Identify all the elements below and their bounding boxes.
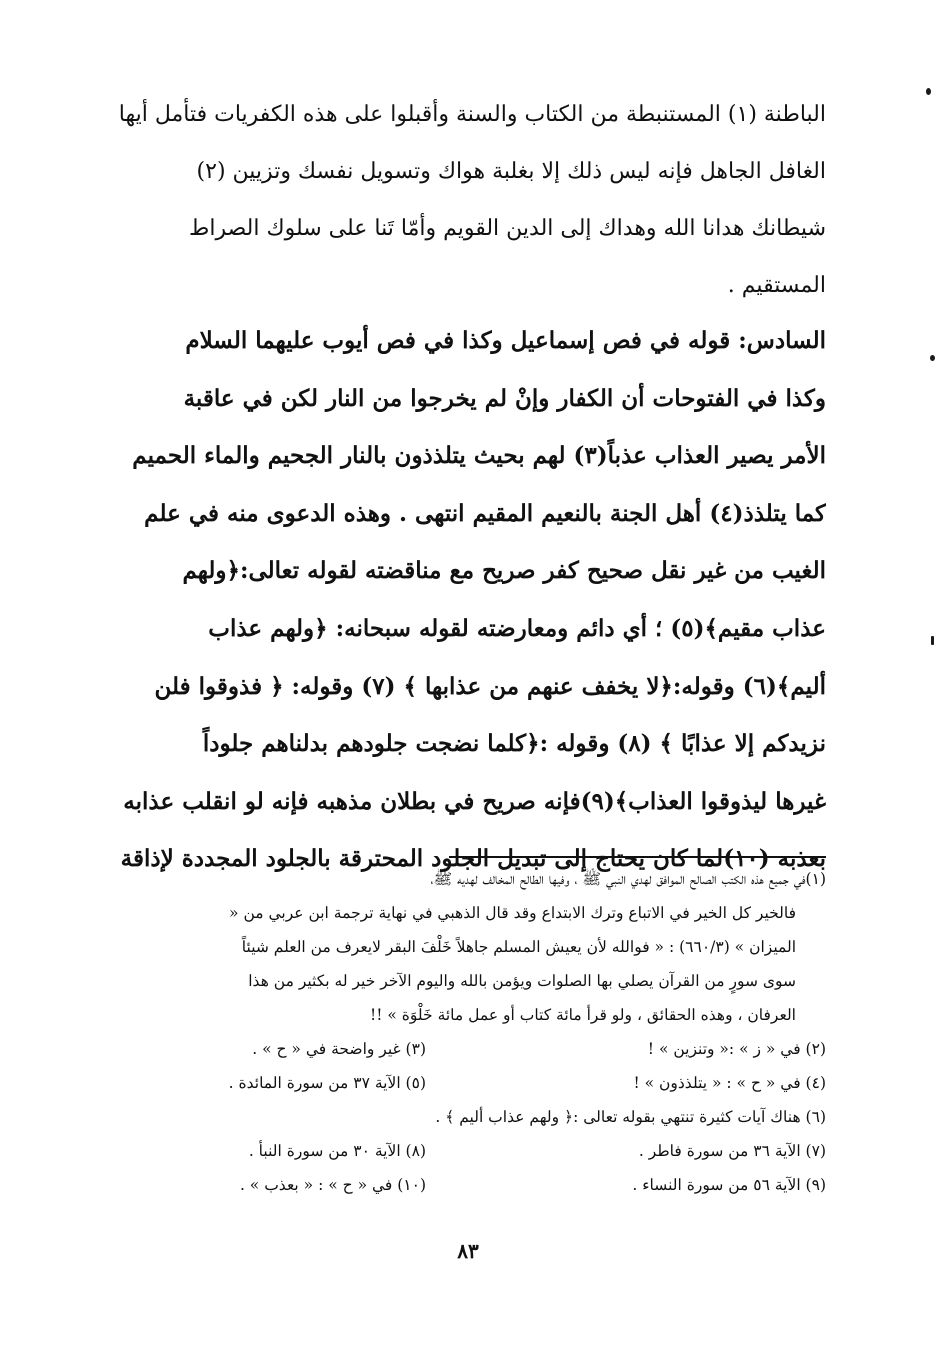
- scan-speck: [930, 355, 935, 361]
- footnote-row: [118, 1134, 826, 1168]
- page-number: ٨٣: [457, 1239, 479, 1263]
- main-line: عذاب مقيم﴾(٥) ؛ أي دائم ومعارضته لقوله سبحانه: ﴿ولهم عذاب: [208, 614, 826, 642]
- main-line: كما يتلذذ(٤) أهل الجنة بالنعيم المقيم انتهى . وهذه الدعوى منه في علم: [144, 499, 826, 527]
- footnote-row: [118, 1032, 826, 1066]
- footnote-6: (٦) هناك آيات كثيرة تنتهي بقوله تعالى :﴿ ولهم عذاب أليم ﴾ .: [435, 1108, 826, 1126]
- footnote-10: (١٠) في « ح » : « بعذب » .: [239, 1176, 426, 1194]
- footnote-2: (٢) في « ز » :« وتنزين » !: [647, 1040, 826, 1058]
- main-paragraph: [118, 312, 826, 888]
- intro-line: الغافل الجاهل فإنه ليس ذلك إلا بغلبة هواك وتسويل نفسك وتزيين (٢): [196, 159, 826, 184]
- footnote-row: [118, 1168, 826, 1202]
- main-line: وكذا في الفتوحات أن الكفار وإنْ لم يخرجوا من النار لكن في عاقبة: [183, 384, 826, 412]
- footnote-line: سوى سورٍ من القرآن يصلي بها الصلوات ويؤمن بالله واليوم الآخر خير له بكثير من هذا: [248, 972, 796, 990]
- main-line: الغيب من غير نقل صحيح كفر صريح مع مناقضته لقوله تعالى:﴿ولهم: [182, 557, 826, 585]
- intro-line: شيطانك هدانا الله وهداك إلى الدين القويم وأمّا تَنا على سلوك الصراط: [188, 216, 826, 241]
- footnote-4: (٤) في « ح » : « يتلذذون » !: [633, 1074, 826, 1092]
- scan-speck: [926, 88, 931, 95]
- main-line: بعذبه (١٠)لما كان يحتاج إلى تبديل الجلود المحترقة بالجلود المجددة لإذاقة: [120, 845, 826, 873]
- intro-paragraph: [118, 86, 826, 314]
- main-line: نزيدكم إلا عذابًا ﴾ (٨) وقوله :﴿كلما نضجت جلودهم بدلناهم جلوداً: [202, 730, 826, 758]
- footnote-1: [118, 862, 826, 1032]
- footnote-9: (٩) الآية ٥٦ من سورة النساء .: [632, 1176, 826, 1194]
- intro-line: الباطنة (١) المستنبطة من الكتاب والسنة وأقبلوا على هذه الكفريات فتأمل أيها: [118, 102, 826, 127]
- footnote-5: (٥) الآية ٣٧ من سورة المائدة .: [228, 1074, 426, 1092]
- footnote-3: (٣) غير واضحة في « ح » .: [252, 1040, 426, 1058]
- footnotes: [118, 862, 826, 1202]
- footnote-line: فالخير كل الخير في الاتباع وترك الابتداع وقد قال الذهبي في نهاية ترجمة ابن عربي من «: [229, 904, 796, 922]
- main-line: الأمر يصير العذاب عذباً(٣) لهم بحيث يتلذذون بالنار الجحيم والماء الحميم: [132, 442, 826, 470]
- main-line: أليم﴾(٦) وقوله:﴿لا يخفف عنهم من عذابها ﴾ (٧) وقوله: ﴿ فذوقوا فلن: [154, 672, 826, 700]
- footnote-divider: [449, 856, 826, 858]
- footnote-row: [118, 1066, 826, 1100]
- footnote-7: (٧) الآية ٣٦ من سورة فاطر .: [638, 1142, 826, 1160]
- scan-speck: [931, 636, 934, 645]
- intro-line: المستقيم .: [727, 273, 826, 298]
- footnote-line: (١)في جميع هذه الكتب الصالح الموافق لهدي النبي ﷺ ، وفيها الطالح المخالف لهديه ﷺ،: [430, 870, 826, 888]
- main-line: غيرها ليذوقوا العذاب﴾(٩)فإنه صريح في بطلان مذهبه فإنه لو انقلب عذابه: [123, 787, 826, 815]
- main-line: السادس: قوله في فص إسماعيل وكذا في فص أيوب عليهما السلام: [185, 327, 826, 354]
- footnote-line: الميزان » (٦٦٠/٣) : « فوالله لأن يعيش المسلم جاهلاً خَلْفَ البقر لايعرف من العلم شيئاً: [241, 938, 796, 956]
- footnote-8: (٨) الآية ٣٠ من سورة النبأ .: [248, 1142, 426, 1160]
- footnote-line: العرفان ، وهذه الحقائق ، ولو قرأ مائة كتاب أو عمل مائة خَلْوَة » !!: [370, 1006, 796, 1024]
